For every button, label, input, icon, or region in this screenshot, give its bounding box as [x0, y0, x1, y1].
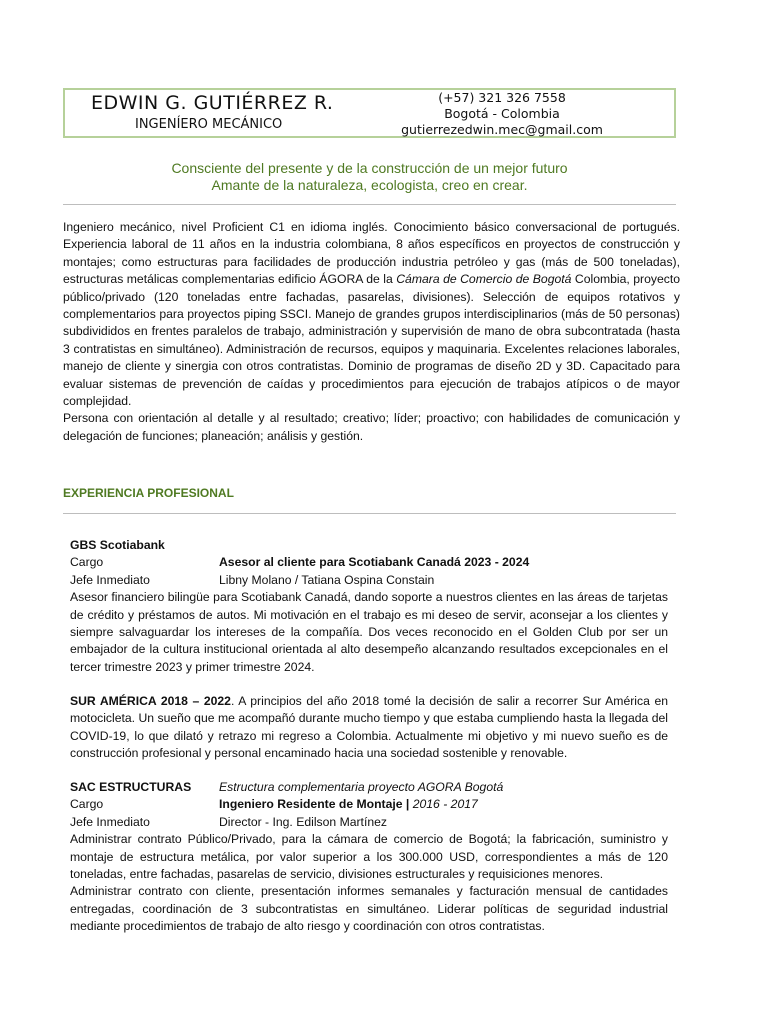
summary-paragraph-2: Persona con orientación al detalle y al resultado; creativo; líder; proactivo; con habilidades de comunicación y delegación de funciones; planeación; análisis y gestión.: [63, 411, 680, 443]
company-name: GBS Scotiabank: [70, 538, 165, 552]
job-description-2: Administrar contrato con cliente, presentación informes semanales y facturación mensual de cantidades entregadas, coordinación de 3 subcontratistas en simultáneo. Liderar políticas de seguridad industrial mediante procedimientos de trabajo de alto riesgo y coordinación con otros contratistas.: [70, 884, 668, 934]
job-entry-sur-america: [70, 693, 668, 763]
tagline-line-2: Amante de la naturaleza, ecologista, creo en crear.: [211, 177, 528, 193]
job-heading: SUR AMÉRICA 2018 – 2022: [70, 694, 231, 708]
header-box: [63, 88, 676, 138]
cargo-row: [70, 554, 668, 571]
summary-text-b: Colombia, proyecto público/privado (120 toneladas entre fachadas, pasarelas, divisiones). Selección de equipos rotativos y complementarios para proyectos piping SSCI. Manejo de grandes grupos interdisciplinarios (más de 50 personas) subdivididos en frentes paralelos de trabajo, administración y supervisión de mano de obra subcontratada (hasta 3 contratistas en simultáneo). Administración de recursos, equipos y maquinaria. Excelentes relaciones laborales, manejo de cliente y sinergia con otros contratistas. Dominio de programas de diseño 2D y 3D. Capacitado para evaluar sistemas de prevención de caídas y procedimientos para ejecución de trabajos atípicos o de mayor complejidad.: [63, 272, 680, 409]
candidate-name: EDWIN G. GUTIÉRREZ R.: [91, 92, 334, 114]
job-description-text: . A principios del año 2018 tomé la decisión de salir a recorrer Sur América en motocicleta. Un sueño que me acompañó durante mucho tiempo y que estaba cumpliendo hasta la llegada del COVID-19, lo que dilató y retrazo mi regreso a Colombia. Actualmente mi objetivo y mi nuevo sueño es de construcción profesional y personal encaminado hacia una sociedad sostenible y renovable.: [70, 694, 668, 761]
tagline-line-1: Consciente del presente y de la construcción de un mejor futuro: [171, 160, 568, 176]
cargo-label: Cargo: [70, 555, 104, 570]
summary-paragraph-1: [63, 219, 680, 410]
phone-number: (+57) 321 326 7558: [438, 90, 566, 105]
profile-summary: [63, 219, 680, 445]
section-title-experience: EXPERIENCIA PROFESIONAL: [63, 486, 234, 500]
summary-text-a: Ingeniero mecánico, nivel Proficient C1 en idioma inglés. Conocimiento básico conversacional de portugués. Experiencia laboral de 11 años en la industria colombiana, 8 años específicos en proyectos de construcción y montajes; como estructuras para facilidades de producción industria petróleo y gas (más de 500 toneladas), estructuras metálicas complementarias edificio ÁGORA de la: [63, 220, 680, 287]
contact-block: [382, 90, 622, 138]
jefe-label: Jefe Inmediato: [70, 814, 150, 829]
job-entry-scotiabank: [70, 537, 668, 676]
company-row: [70, 779, 668, 796]
tagline: [63, 160, 676, 194]
jefe-row: [70, 572, 668, 589]
cargo-separator: |: [402, 797, 413, 812]
location: Bogotá - Colombia: [444, 106, 560, 121]
cargo-row: [70, 796, 668, 813]
jefe-value: Director - Ing. Edilson Martínez: [219, 814, 387, 829]
job-entry-sac-estructuras: [70, 779, 668, 936]
company-name: SAC ESTRUCTURAS: [70, 780, 192, 794]
jefe-row: [70, 814, 668, 831]
project-name: Estructura complementaria proyecto AGORA Bogotá: [219, 780, 504, 794]
job-description: Asesor financiero bilingüe para Scotiabank Canadá, dando soporte a nuestros clientes en las áreas de tarjetas de crédito y préstamos de autos. Mi motivación en el trabajo es mi deseo de servir, aconsejar a los clientes y siempre salvaguardar los intereses de la compañía. Dos veces reconocido en el Golden Club por ser un embajador de la cultura institucional orientada al alto desempeño alcanzando resultados excepcionales en el tercer trimestre 2023 y primer trimestre 2024.: [70, 590, 668, 674]
cargo-dates: 2016 - 2017: [412, 797, 478, 812]
cargo-value: Ingeniero Residente de Montaje: [219, 797, 403, 812]
jefe-label: Jefe Inmediato: [70, 572, 150, 587]
divider: [63, 204, 676, 205]
cargo-label: Cargo: [70, 797, 104, 812]
job-description-1: Administrar contrato Público/Privado, para la cámara de comercio de Bogotá; la fabricación, suministro y montaje de estructura metálica, por valor superior a los 300.000 USD, correspondientes a más de 120 toneladas, entre fachadas, pasarelas de servicio, divisiones estructurales y requisiciones menores.: [70, 832, 668, 882]
candidate-title: INGENÍERO MECÁNICO: [135, 117, 283, 132]
email-address: gutierrezedwin.mec@gmail.com: [401, 122, 603, 137]
summary-text-italic: Cámara de Comercio de Bogotá: [396, 272, 572, 287]
cargo-value: Asesor al cliente para Scotiabank Canadá 2023 - 2024: [219, 555, 530, 570]
job-description: [70, 693, 668, 763]
divider: [63, 513, 676, 514]
jefe-value: Libny Molano / Tatiana Ospina Constain: [219, 572, 435, 587]
